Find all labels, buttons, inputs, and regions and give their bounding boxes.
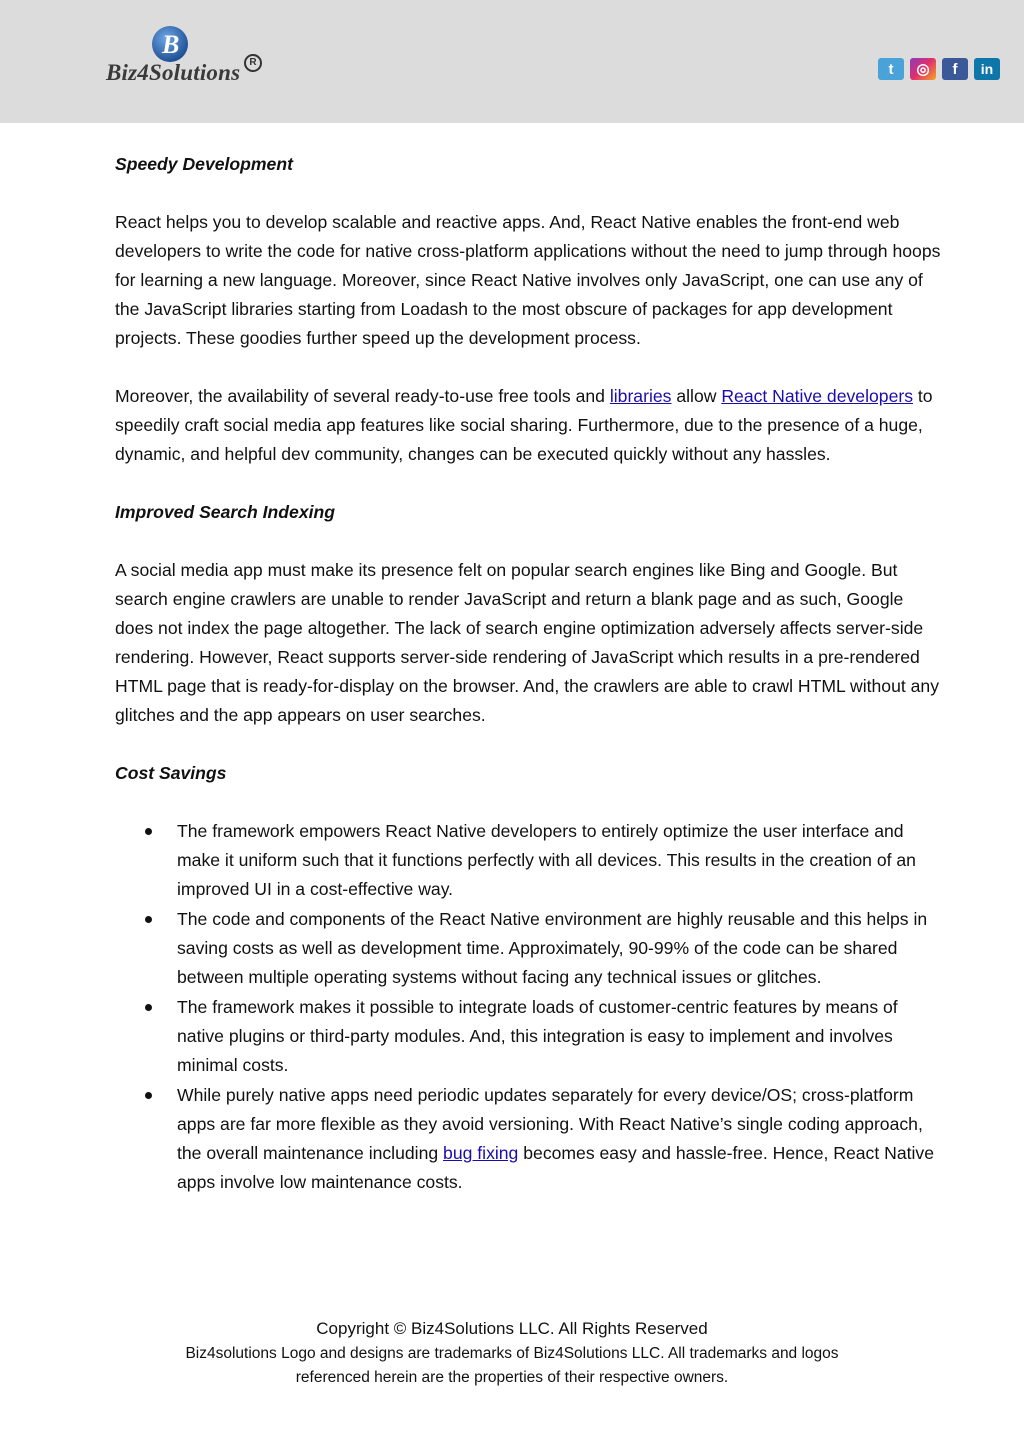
bug-fixing-link[interactable]: bug fixing [443,1143,519,1163]
logo-text: Biz4Solutions [106,60,241,85]
bullet-icon [145,916,152,923]
list-item-text: The code and components of the React Native environment are highly reusable and this helps in saving costs as well as development time. Approximately, 90-99% of the code can be shared between multiple operating systems without facing any technical issues or glitches. [177,909,928,987]
text-segment: Moreover, the availability of several ready-to-use free tools and [115,386,610,406]
bullet-icon [145,828,152,835]
facebook-icon[interactable]: f [942,58,968,80]
list-item [177,993,945,1080]
libraries-link[interactable]: libraries [609,386,672,406]
text-segment: allow [671,386,722,406]
article-body [115,150,945,1198]
instagram-icon[interactable]: ◎ [910,58,936,80]
heading-cost-savings: Cost Savings [115,763,227,783]
biz4solutions-logo[interactable] [104,24,274,94]
bullet-icon [145,1004,152,1011]
logo-emblem-icon [148,24,208,64]
heading-speedy-development: Speedy Development [115,154,293,174]
text-segment: to speedily craft social media app features like social sharing. Furthermore, due to the presence of a huge, dynamic, and helpful dev community, changes can be executed quickly without any hassles. [115,386,933,464]
paragraph-speedy-1: React helps you to develop scalable and reactive apps. And, React Native enables the front-end web developers to write the code for native cross-platform applications without the need to jump through hoops for learning a new language. Moreover, since React Native involves only JavaScript, one can use any of the JavaScript libraries starting from Loadash to the most obscure of packages for app development projects. These goodies further speed up the development process. [115,212,941,348]
paragraph-search-indexing: A social media app must make its presence felt on popular search engines like Bing and Google. But search engine crawlers are unable to render JavaScript and return a blank page and as such, Google does not index the page altogether. The lack of search engine optimization adversely affects server-side rendering. However, React supports server-side rendering of JavaScript which results in a pre-rendered HTML page that is ready-for-display on the browser. And, the crawlers are able to crawl HTML without any glitches and the app appears on user searches. [115,560,940,725]
cost-savings-list [115,817,945,1197]
social-links [878,58,1000,80]
list-item-text: While purely native apps need periodic updates separately for every device/OS; cross-platform apps are far more flexible as they avoid versioning. With React Native’s single coding approach, the overall maintenance including [177,1085,923,1163]
trademark-line-1: Biz4solutions Logo and designs are trademarks of Biz4Solutions LLC. All trademarks and logos [185,1345,839,1362]
list-item-text: The framework makes it possible to integrate loads of customer-centric features by means of native plugins or third-party modules. And, this integration is easy to implement and involves minimal costs. [177,997,898,1075]
page-header [0,0,1024,123]
heading-improved-search-indexing: Improved Search Indexing [115,502,335,522]
registered-mark: R [244,54,262,72]
page-footer [0,1316,1024,1390]
paragraph-speedy-2 [115,382,945,469]
linkedin-icon[interactable]: in [974,58,1000,80]
trademark-line-2: referenced herein are the properties of their respective owners. [295,1369,729,1386]
list-item-text: The framework empowers React Native developers to entirely optimize the user interface and make it uniform such that it functions perfectly with all devices. This results in the creation of an improved UI in a cost-effective way. [177,821,916,899]
list-item-text: becomes easy and hassle-free. Hence, React Native apps involve low maintenance costs. [177,1143,934,1192]
list-item [177,1081,945,1197]
twitter-icon[interactable]: t [878,58,904,80]
list-item [177,905,945,992]
list-item [177,817,945,904]
bullet-icon [145,1092,152,1099]
svg-text:B: B [162,30,180,59]
react-native-developers-link[interactable]: React Native developers [721,386,914,406]
copyright-line: Copyright © Biz4Solutions LLC. All Rights Reserved [316,1319,708,1338]
